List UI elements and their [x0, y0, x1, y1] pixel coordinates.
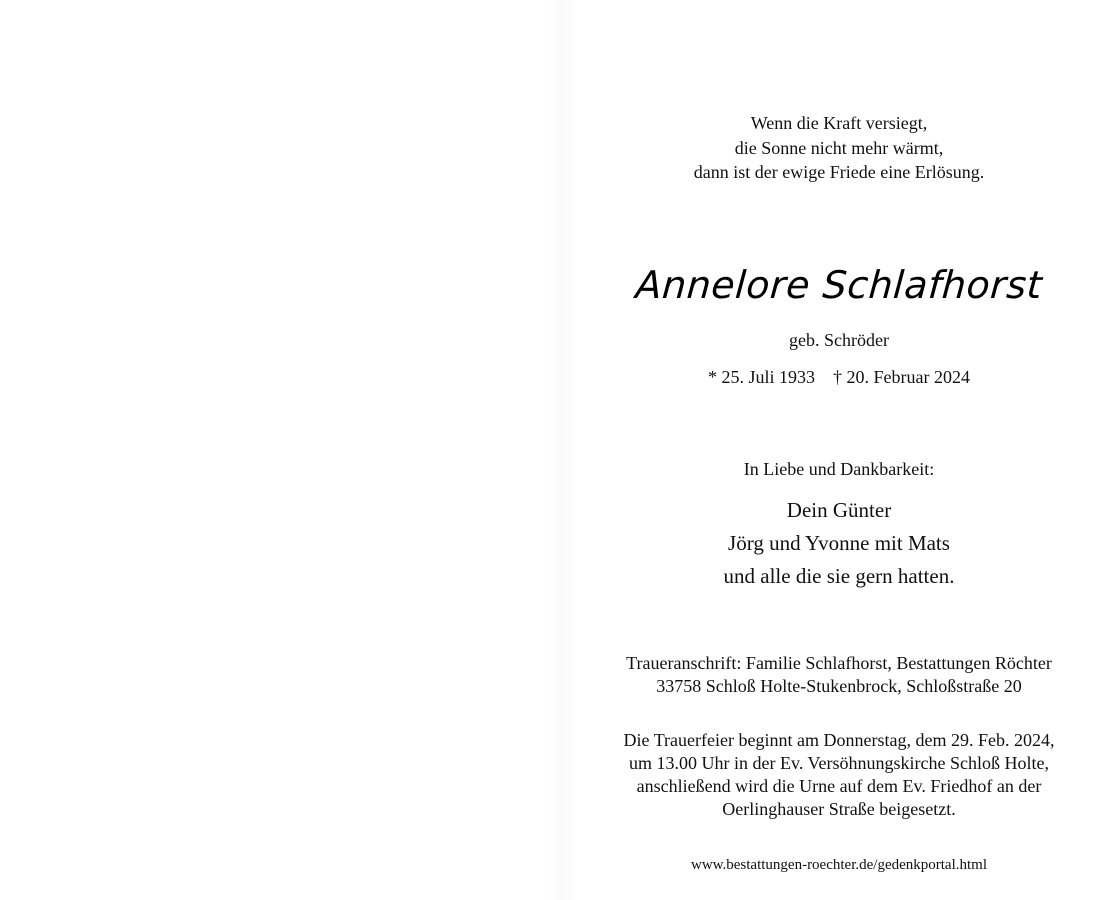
poem-line-2: die Sonne nicht mehr wärmt,: [734, 137, 944, 158]
poem-line-3: dann ist der ewige Friede eine Erlösung.: [693, 162, 985, 182]
ceremony-line-2: um 13.00 Uhr in der Ev. Versöhnungskirche Schloß Holte,: [629, 753, 1049, 773]
deceased-name: Annelore Schlafhorst: [634, 263, 1044, 307]
ceremony-line-4: Oerlinghauser Straße beigesetzt.: [722, 799, 956, 819]
mourner-line-1: Dein Günter: [786, 498, 892, 522]
poem-line-1: Wenn die Kraft versiegt,: [750, 113, 928, 133]
address-line-1: Traueranschrift: Familie Schlafhorst, Bestattungen Röchter: [626, 653, 1052, 673]
mourner-line-2: Jörg und Yvonne mit Mats: [728, 531, 950, 555]
memorial-portal-url: www.bestattungen-roechter.de/gedenkportal.html: [690, 857, 987, 873]
ceremony-line-3: anschließend wird die Urne auf dem Ev. Friedhof an der: [636, 776, 1042, 796]
address-line-2: 33758 Schloß Holte-Stukenbrock, Schloßstraße 20: [656, 676, 1022, 696]
page-fold-shadow: [548, 0, 578, 900]
ceremony-line-1: Die Trauerfeier beginnt am Donnerstag, dem 29. Feb. 2024,: [623, 730, 1055, 750]
mourners-intro: In Liebe und Dankbarkeit:: [743, 459, 935, 479]
life-dates: * 25. Juli 1933 † 20. Februar 2024: [708, 367, 970, 387]
mourner-line-3: und alle die sie gern hatten.: [723, 564, 955, 588]
obituary-content: [578, 0, 1100, 900]
maiden-name: geb. Schröder: [789, 330, 889, 350]
